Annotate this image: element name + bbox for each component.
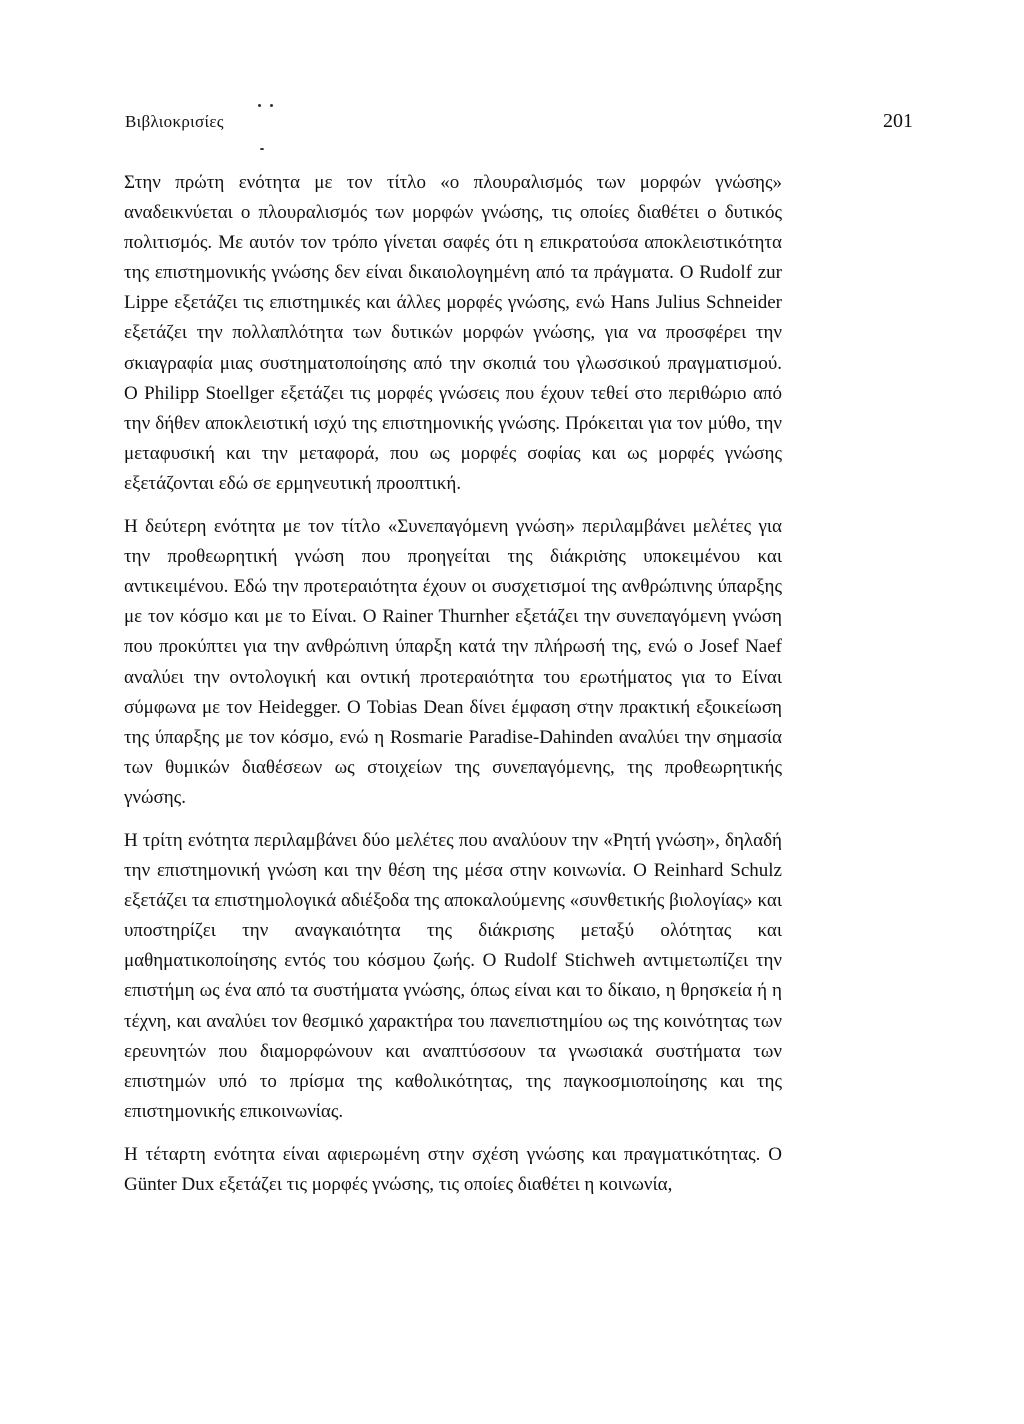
scan-speck bbox=[270, 104, 273, 107]
scan-speck bbox=[258, 104, 261, 107]
body-text bbox=[124, 168, 782, 1200]
running-head-title: Βιβλιοκρισίες bbox=[125, 112, 224, 131]
running-head bbox=[125, 112, 913, 142]
paragraph: Η τρίτη ενότητα περιλαμβάνει δύο μελέτες που αναλύουν την «Ρητή γνώση», δηλαδή την επιστημονική γνώση και την θέση της μέσα στην κοινωνία. Ο Reinhard Schulz εξετάζει τα επιστημολογικά αδιέξοδα της αποκαλούμενης «συνθετικής βιολογίας» και υποστηρίζει την αναγκαιότητα της διάκρισης μεταξύ ολότητας και μαθηματικοποίησης εντός του κόσμου ζωής. Ο Rudolf Stichweh αντιμετωπίζει την επιστήμη ως ένα από τα συστήματα γνώσης, όπως είναι και το δίκαιο, η θρησκεία ή η τέχνη, και αναλύει τον θεσμικό χαρακτήρα του πανεπιστημίου ως της κοινότητας των ερευνητών που διαμορφώνουν και αναπτύσσουν τα γνωσιακά συστήματα των επιστημών υπό το πρίσμα της καθολικότητας, της παγκοσμιοποίησης και της επιστημονικής επικοινωνίας. bbox=[124, 829, 782, 1122]
page-number: 201 bbox=[883, 110, 913, 132]
paragraph: Η τέταρτη ενότητα είναι αφιερωμένη στην σχέση γνώσης και πραγματικότητας. Ο Günter Dux εξετάζει τις μορφές γνώσης, τις οποίες διαθέτει η κοινωνία, bbox=[124, 1143, 782, 1195]
paragraph: Στην πρώτη ενότητα με τον τίτλο «ο πλουραλισμός των μορφών γνώσης» αναδεικνύεται ο πλουραλισμός των μορφών γνώσης, τις οποίες διαθέτει ο δυτικός πολιτισμός. Με αυτόν τον τρόπο γίνεται σαφές ότι η επικρατούσα αποκλειστικότητα της επιστημονικής γνώσης δεν είναι δικαιολογημένη από τα πράγματα. Ο Rudolf zur Lippe εξετάζει τις επιστημικές και άλλες μορφές γνώσης, ενώ Hans Julius Schneider εξετάζει την πολλαπλότητα των δυτικών μορφών γνώσης, για να προσφέρει την σκιαγραφία μιας συστηματοποίησης από την σκοπιά του γλωσσικού πραγματισμού. Ο Philipp Stoellger εξετάζει τις μορφές γνώσεις που έχουν τεθεί στο περιθώριο από την δήθεν αποκλειστική ισχύ της επιστημονικής γνώσης. Πρόκειται για τον μύθο, την μεταφυσική και την μεταφορά, που ως μορφές σοφίας και ως μορφές γνώσης εξετάζονται εδώ σε ερμηνευτική προοπτική. bbox=[124, 172, 782, 494]
scan-speck bbox=[260, 148, 264, 150]
paragraph: Η δεύτερη ενότητα με τον τίτλο «Συνεπαγόμενη γνώση» περιλαμβάνει μελέτες για την προθεωρητική γνώση που προηγείται της διάκρισης υποκειμένου και αντικειμένου. Εδώ την προτεραιότητα έχουν οι συσχετισμοί της ανθρώπινης ύπαρξης με τον κόσμο και με το Είναι. Ο Rainer Thurnher εξετάζει την συνεπαγόμενη γνώση που προκύπτει για την ανθρώπινη ύπαρξη κατά την πλήρωσή της, ενώ ο Josef Naef αναλύει την οντολογική και οντική προτεραιότητα του ερωτήματος για το Είναι σύμφωνα με τον Heidegger. Ο Tobias Dean δίνει έμφαση στην πρακτική εξοικείωση της ύπαρξης με τον κόσμο, ενώ η Rosmarie Paradise-Dahinden αναλύει την σημασία των θυμικών διαθέσεων ως στοιχείων της συνεπαγόμενης, της προθεωρητικής γνώσης. bbox=[124, 516, 782, 808]
